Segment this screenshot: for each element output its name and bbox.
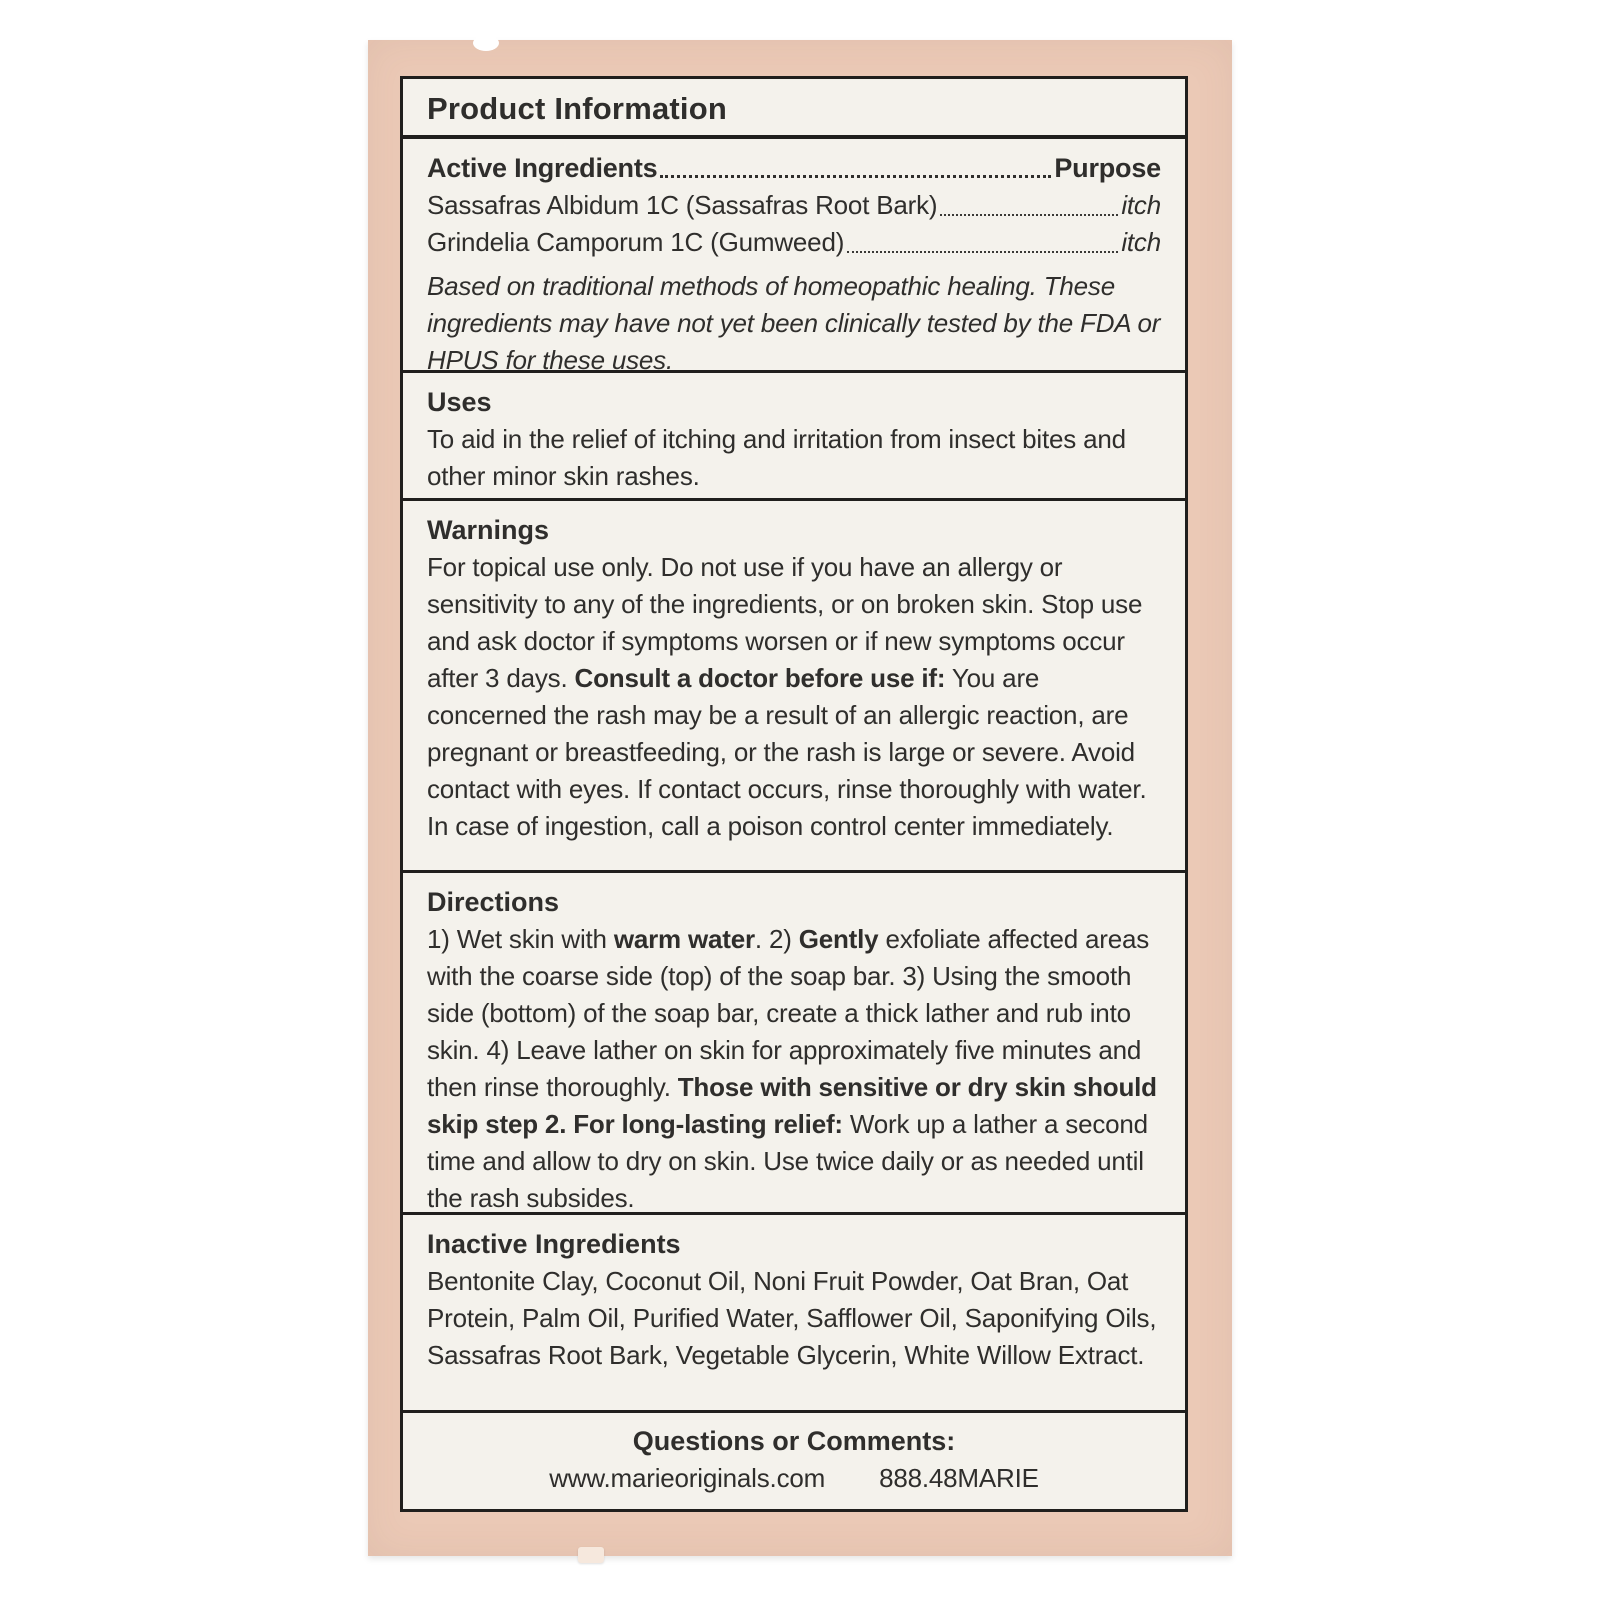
directions-text: . 2) [754, 924, 799, 954]
directions-heading: Directions [427, 887, 560, 917]
inactive-ingredients-body: Bentonite Clay, Coconut Oil, Noni Fruit Powder, Oat Bran, Oat Protein, Palm Oil, Purified Water, Safflower Oil, Saponifying Oils, Sassafras Root Bark, Vegetable Glycerin, White Willow Extract. [427, 1266, 1157, 1370]
section-directions [403, 873, 1185, 1215]
warnings-body [427, 549, 1161, 845]
ingredient-name: Sassafras Albidum 1C (Sassafras Root Bark) [427, 190, 938, 220]
ingredient-purpose: itch [1121, 227, 1161, 257]
box-top-flap-mark [473, 35, 499, 51]
section-active-ingredients [403, 139, 1185, 373]
directions-text: Work up a lather a second time and allow to dry on skin. Use twice daily or as needed until the rash subsides. [427, 1109, 1148, 1213]
directions-body [427, 921, 1161, 1217]
section-warnings [403, 501, 1185, 873]
homeopathic-note: Based on traditional methods of homeopathic healing. These ingredients may have not yet been clinically tested by the FDA or HPUS for these uses. [427, 271, 1161, 375]
section-uses [403, 373, 1185, 501]
phone-number: 888.48MARIE [879, 1463, 1039, 1493]
panel-title: Product Information [427, 91, 728, 126]
directions-bold-text: Those with sensitive or dry skin should skip step 2. For long-lasting relief: [427, 1072, 1157, 1139]
box-flap-notch [578, 1547, 604, 1563]
contact-heading: Questions or Comments: [632, 1426, 956, 1456]
inactive-ingredients-heading: Inactive Ingredients [427, 1229, 681, 1259]
directions-bold-text: Gently [798, 924, 879, 954]
leader-dots [847, 251, 1118, 253]
contact-line [427, 1460, 1161, 1497]
section-questions-comments [403, 1413, 1185, 1509]
active-ingredients-heading-row [427, 150, 1161, 187]
ingredient-row [427, 187, 1161, 224]
uses-heading: Uses [427, 387, 492, 417]
section-header [403, 79, 1185, 139]
product-box-back [368, 40, 1232, 1556]
directions-text: 1) Wet skin with [427, 924, 614, 954]
uses-body: To aid in the relief of itching and irritation from insect bites and other minor skin rashes. [427, 424, 1126, 491]
purpose-column-label: Purpose [1054, 153, 1161, 183]
active-ingredients-heading: Active Ingredients [427, 153, 658, 183]
leader-dots [660, 175, 1051, 178]
warnings-bold-text: Consult a doctor before use if: [574, 663, 946, 693]
product-information-panel [400, 76, 1188, 1512]
website-url: www.marieoriginals.com [549, 1463, 826, 1493]
warnings-text: You are concerned the rash may be a result of an allergic reaction, are pregnant or breastfeeding, or the rash is large or severe. Avoid contact with eyes. If contact occurs, rinse thoroughly with water. In case of ingestion, call a poison control center immediately. [427, 663, 1147, 841]
section-inactive-ingredients [403, 1215, 1185, 1413]
leader-dots [940, 214, 1118, 216]
directions-bold-text: warm water [613, 924, 755, 954]
ingredient-purpose: itch [1121, 190, 1161, 220]
ingredient-row [427, 224, 1161, 261]
ingredient-name: Grindelia Camporum 1C (Gumweed) [427, 227, 845, 257]
directions-text: exfoliate affected areas with the coarse side (top) of the soap bar. 3) Using the smooth side (bottom) of the soap bar, create a thick lather and rub into skin. 4) Leave lather on skin for approximately five minutes and then rinse thoroughly. [427, 924, 1150, 1102]
warnings-text: For topical use only. Do not use if you have an allergy or sensitivity to any of the ingredients, or on broken skin. Stop use and ask doctor if symptoms worsen or if new symptoms occur after 3 days. [427, 552, 1143, 693]
warnings-heading: Warnings [427, 515, 550, 545]
